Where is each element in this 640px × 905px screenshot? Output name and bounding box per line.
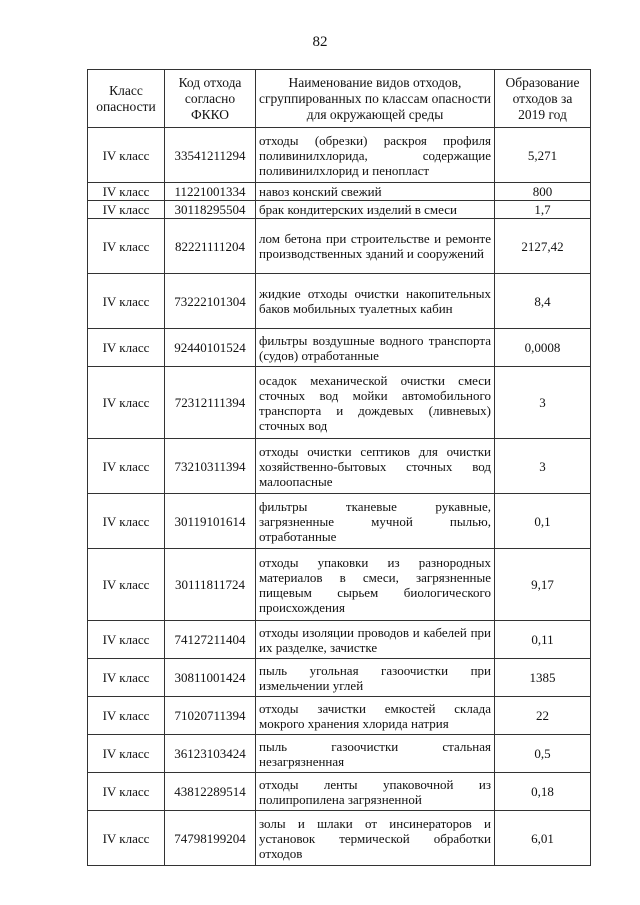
cell-waste-amount: 22: [495, 697, 591, 735]
cell-waste-amount: 800: [495, 183, 591, 201]
cell-hazard-class: IV класс: [88, 367, 165, 439]
table-row: [88, 367, 591, 439]
cell-waste-code: 30811001424: [165, 659, 256, 697]
table-row: [88, 439, 591, 494]
cell-waste-code: 74127211404: [165, 621, 256, 659]
cell-hazard-class: IV класс: [88, 219, 165, 274]
cell-hazard-class: IV класс: [88, 494, 165, 549]
page-number: 82: [312, 34, 328, 50]
table-row: [88, 274, 591, 329]
cell-waste-amount: 0,11: [495, 621, 591, 659]
cell-waste-code: 73210311394: [165, 439, 256, 494]
cell-hazard-class: IV класс: [88, 811, 165, 866]
cell-waste-code: 74798199204: [165, 811, 256, 866]
cell-waste-code: 82221111204: [165, 219, 256, 274]
cell-waste-name: осадок механической очистки смеси сточных вод мойки автомобильного транспорта и дождевых (ливневых) сточных вод: [256, 367, 495, 439]
table-row: [88, 201, 591, 219]
table-row: [88, 549, 591, 621]
cell-hazard-class: IV класс: [88, 439, 165, 494]
header-hazard-class: Класс опасности: [88, 70, 165, 128]
table-row: [88, 183, 591, 201]
cell-waste-name: отходы очистки септиков для очистки хозяйственно-бытовых сточных вод малоопасные: [256, 439, 495, 494]
cell-waste-code: 72312111394: [165, 367, 256, 439]
cell-waste-name: пыль угольная газоочистки при измельчении углей: [256, 659, 495, 697]
table-row: [88, 219, 591, 274]
table-row: [88, 494, 591, 549]
cell-waste-name: лом бетона при строительстве и ремонте производственных зданий и сооружений: [256, 219, 495, 274]
cell-waste-amount: 0,0008: [495, 329, 591, 367]
cell-waste-amount: 9,17: [495, 549, 591, 621]
cell-waste-name: отходы упаковки из разнородных материалов в смеси, загрязненные пищевым сырьем биологического происхождения: [256, 549, 495, 621]
cell-waste-amount: 1385: [495, 659, 591, 697]
cell-waste-name: отходы (обрезки) раскроя профиля поливинилхлорида, содержащие поливинилхлорид и пенопласт: [256, 128, 495, 183]
cell-waste-amount: 0,1: [495, 494, 591, 549]
header-waste-name: Наименование видов отходов, сгруппированных по классам опасности для окружающей среды: [256, 70, 495, 128]
table-row: [88, 128, 591, 183]
header-waste-amount: Образование отходов за 2019 год: [495, 70, 591, 128]
cell-waste-name: отходы изоляции проводов и кабелей при их разделке, зачистке: [256, 621, 495, 659]
table-row: [88, 329, 591, 367]
cell-waste-name: фильтры воздушные водного транспорта (судов) отработанные: [256, 329, 495, 367]
cell-waste-name: фильтры тканевые рукавные, загрязненные мучной пылью, отработанные: [256, 494, 495, 549]
cell-waste-name: отходы ленты упаковочной из полипропилена загрязненной: [256, 773, 495, 811]
cell-waste-amount: 3: [495, 367, 591, 439]
cell-waste-amount: 0,5: [495, 735, 591, 773]
cell-waste-amount: 3: [495, 439, 591, 494]
table-row: [88, 735, 591, 773]
cell-hazard-class: IV класс: [88, 274, 165, 329]
header-waste-code: Код отхода согласно ФККО: [165, 70, 256, 128]
cell-hazard-class: IV класс: [88, 201, 165, 219]
cell-waste-name: брак кондитерских изделий в смеси: [256, 201, 495, 219]
cell-waste-amount: 6,01: [495, 811, 591, 866]
cell-hazard-class: IV класс: [88, 549, 165, 621]
cell-waste-name: пыль газоочистки стальная незагрязненная: [256, 735, 495, 773]
cell-waste-code: 33541211294: [165, 128, 256, 183]
cell-hazard-class: IV класс: [88, 183, 165, 201]
cell-waste-code: 30111811724: [165, 549, 256, 621]
cell-waste-code: 30118295504: [165, 201, 256, 219]
cell-waste-code: 92440101524: [165, 329, 256, 367]
table-row: [88, 773, 591, 811]
cell-hazard-class: IV класс: [88, 735, 165, 773]
waste-table: [87, 69, 591, 866]
cell-hazard-class: IV класс: [88, 697, 165, 735]
cell-waste-name: золы и шлаки от инсинераторов и установок термической обработки отходов: [256, 811, 495, 866]
cell-waste-name: навоз конский свежий: [256, 183, 495, 201]
cell-hazard-class: IV класс: [88, 773, 165, 811]
header-row: [88, 70, 591, 128]
table-row: [88, 659, 591, 697]
table-row: [88, 621, 591, 659]
cell-waste-amount: 0,18: [495, 773, 591, 811]
cell-waste-amount: 1,7: [495, 201, 591, 219]
cell-waste-name: жидкие отходы очистки накопительных баков мобильных туалетных кабин: [256, 274, 495, 329]
cell-waste-code: 43812289514: [165, 773, 256, 811]
cell-waste-code: 36123103424: [165, 735, 256, 773]
cell-waste-code: 73222101304: [165, 274, 256, 329]
cell-hazard-class: IV класс: [88, 329, 165, 367]
cell-waste-amount: 5,271: [495, 128, 591, 183]
table-body: [88, 128, 591, 866]
cell-waste-code: 30119101614: [165, 494, 256, 549]
cell-hazard-class: IV класс: [88, 128, 165, 183]
table-row: [88, 697, 591, 735]
cell-waste-name: отходы зачистки емкостей склада мокрого хранения хлорида натрия: [256, 697, 495, 735]
table-row: [88, 811, 591, 866]
cell-waste-amount: 2127,42: [495, 219, 591, 274]
cell-hazard-class: IV класс: [88, 621, 165, 659]
cell-hazard-class: IV класс: [88, 659, 165, 697]
cell-waste-code: 71020711394: [165, 697, 256, 735]
cell-waste-amount: 8,4: [495, 274, 591, 329]
cell-waste-code: 11221001334: [165, 183, 256, 201]
